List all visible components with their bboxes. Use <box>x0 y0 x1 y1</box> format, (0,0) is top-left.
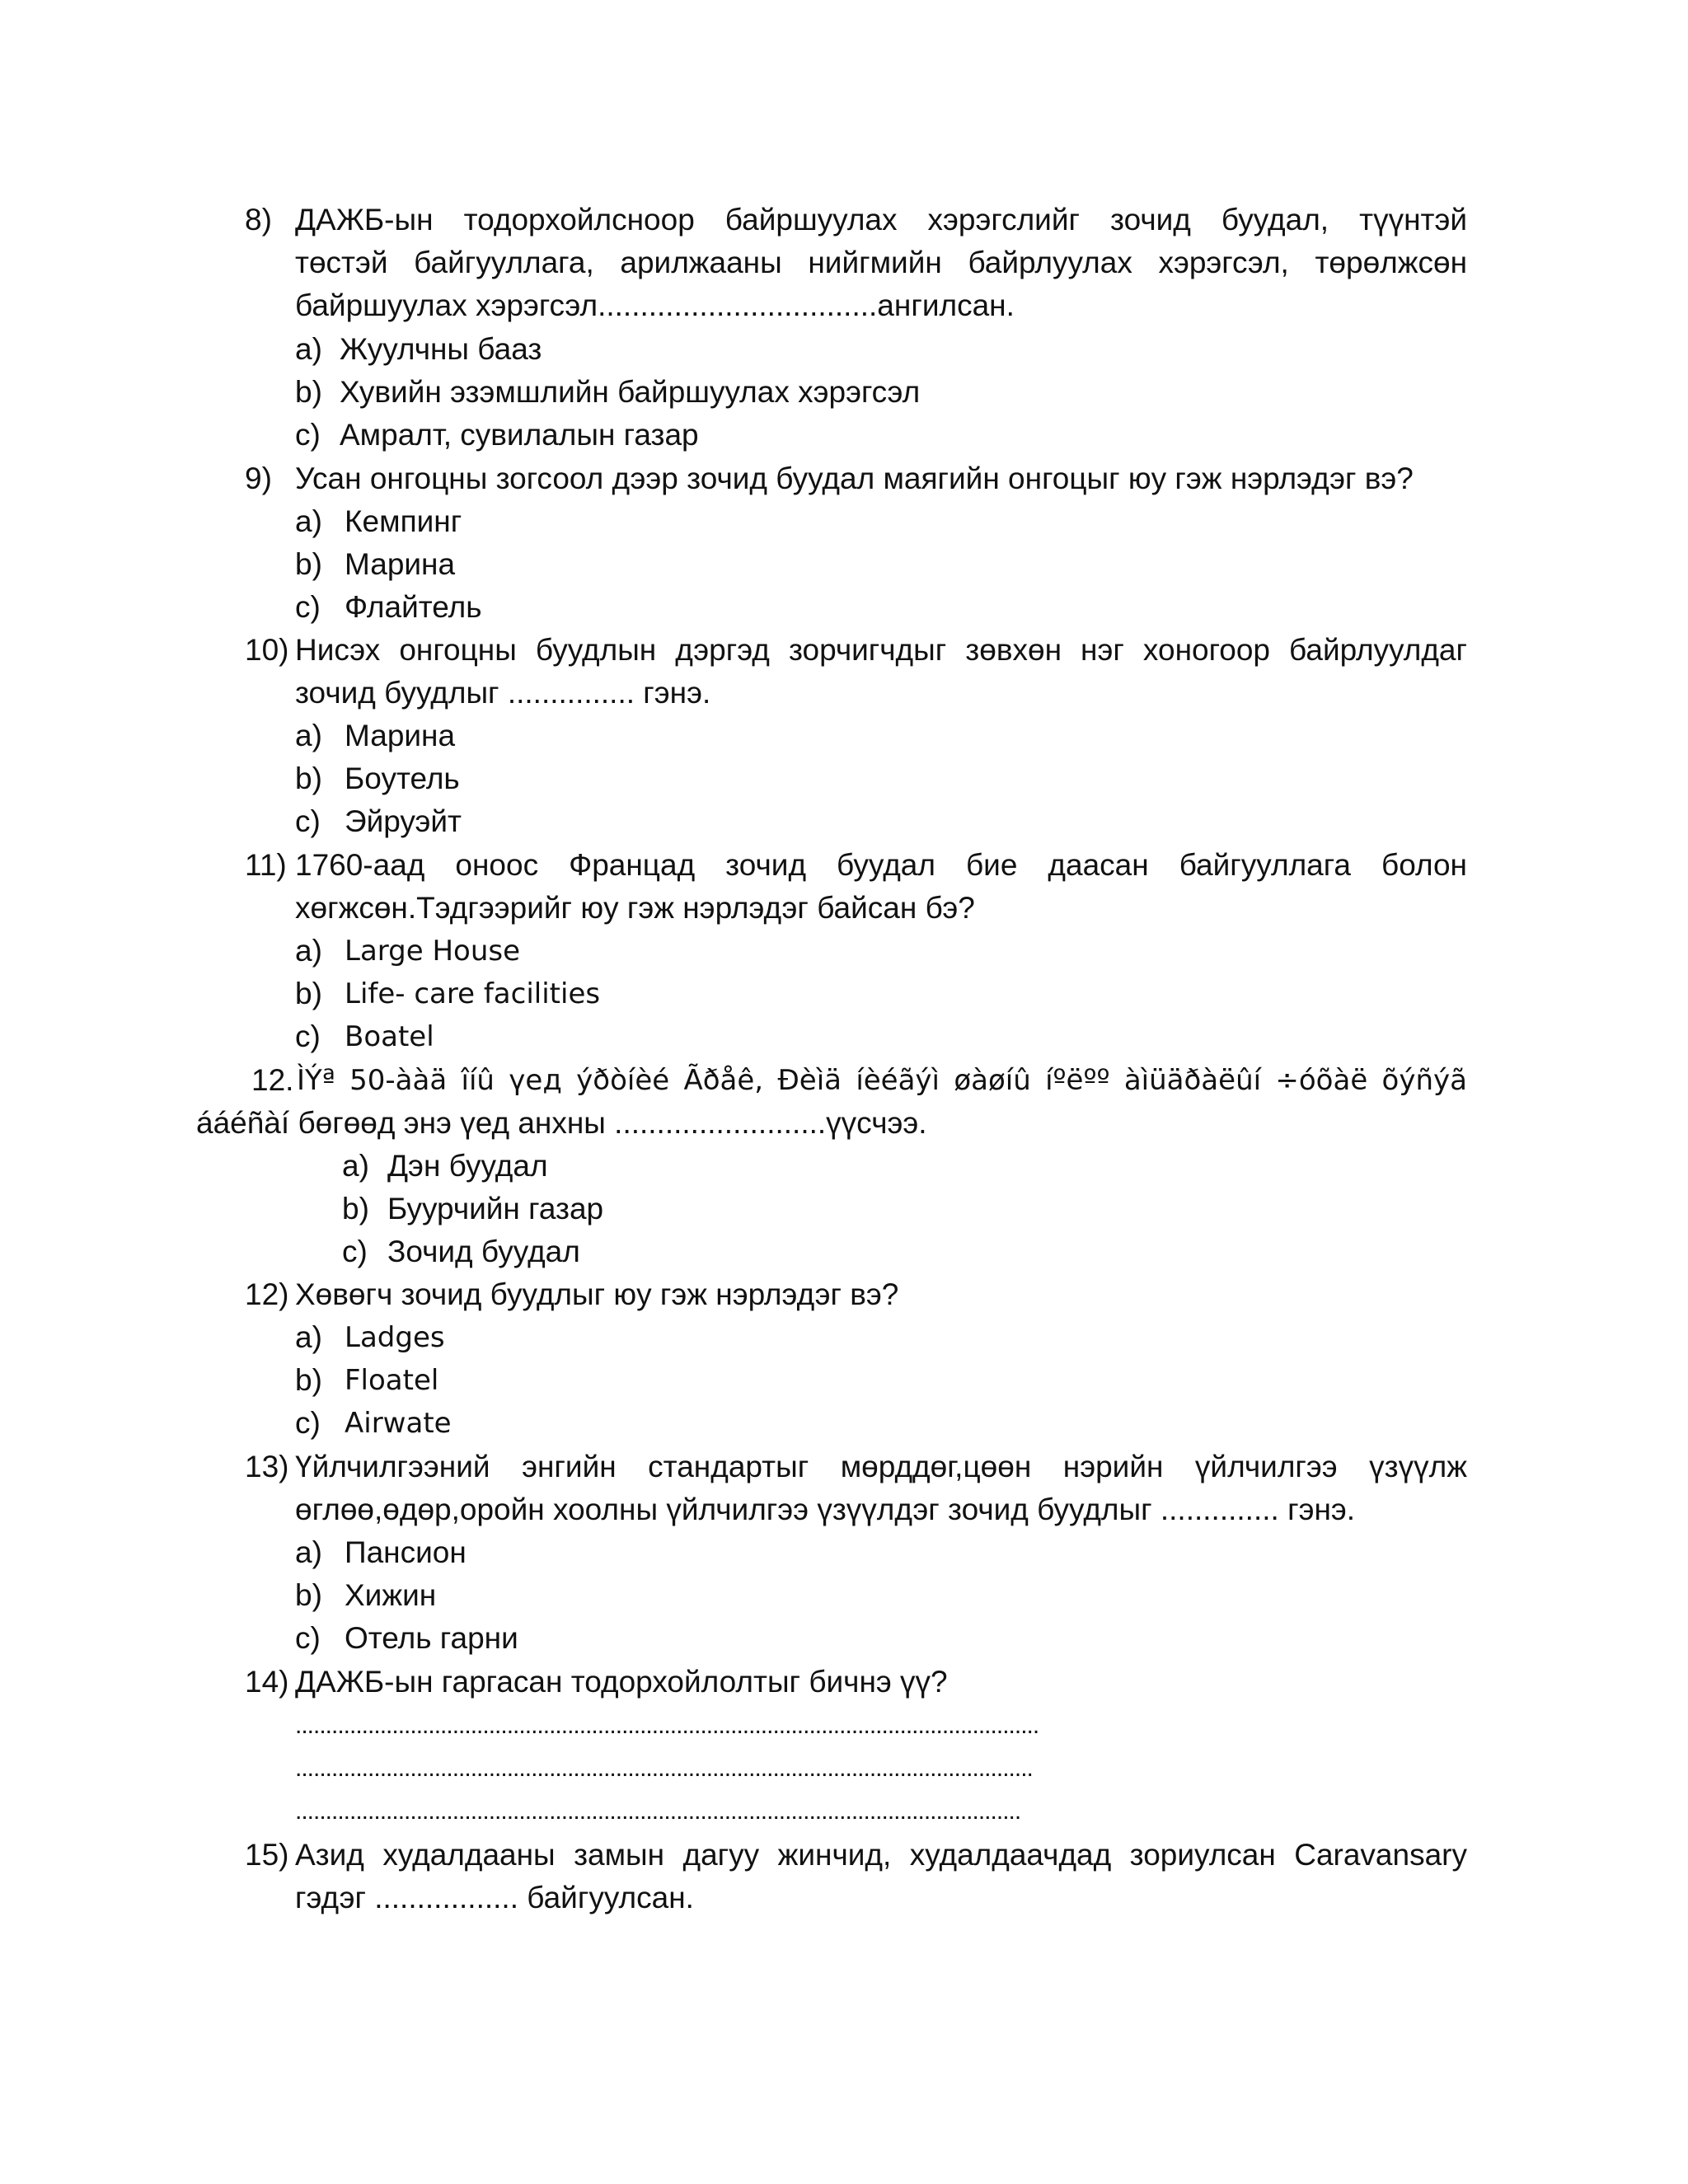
option-label: a) <box>295 332 322 366</box>
option-label: a) <box>342 1149 369 1183</box>
option-label: a) <box>295 1535 322 1569</box>
option-label: a) <box>295 934 322 968</box>
option-text: Марина <box>345 547 456 581</box>
question-number: 15) <box>245 1838 289 1872</box>
question-text-line: ááéñàí бөгөөд энэ үед анхны .........................үүсчээ. <box>196 1106 927 1140</box>
option-text: Жуулчны бааз <box>340 332 542 366</box>
answer-blank-line: .......................................................................................................................... <box>295 1755 1033 1782</box>
option-text: Large House <box>345 935 521 968</box>
question-number: 12) <box>245 1277 289 1311</box>
question-number: 11) <box>245 848 287 882</box>
option-text: Хувийн эзэмшлийн байршуулах хэрэгсэл <box>340 375 921 409</box>
option-text: Хижин <box>345 1578 437 1612</box>
option-label: c) <box>295 1406 321 1440</box>
option-label: b) <box>342 1192 369 1226</box>
option-text: Кемпинг <box>345 504 462 538</box>
option-label: c) <box>295 804 321 838</box>
question-number: 9) <box>245 462 272 495</box>
option-label: b) <box>295 1363 322 1397</box>
question-text-line: өглөө,өдөр,оройн хоолны үйлчилгээ үзүүлдэг зочид буудлыг .............. гэнэ. <box>295 1493 1356 1526</box>
option-label: b) <box>295 375 322 409</box>
option-text: Ladges <box>345 1321 445 1354</box>
option-text: Дэн буудал <box>387 1149 548 1183</box>
question-number: 10) <box>245 633 289 667</box>
option-text: Зочид буудал <box>387 1235 580 1268</box>
option-text: Airwate <box>345 1407 452 1440</box>
question-text-line: хөгжсөн.Тэдгээрийг юу гэж нэрлэдэг байсан бэ? <box>295 891 975 925</box>
option-text: Боутель <box>345 762 460 795</box>
question-number: 12. <box>251 1063 294 1097</box>
question-text-line: Нисэх онгоцны буудлын дэргэд зорчигчдыг зөвхөн нэг хоногоор байрлуулдаг <box>295 633 1467 667</box>
question-text-line: ДАЖБ-ын гаргасан тодорхойлолтыг бичнэ үү? <box>295 1665 948 1699</box>
option-label: b) <box>295 1578 322 1612</box>
question-text-line: ÌÝª 50-ààä îíû үед ýðòíèé Ãðåê, Ðèìä íèéãýì øàøíû íºëºº àìüäðàëûí ÷óõàë õýñýã <box>297 1064 1467 1097</box>
option-text: Флайтель <box>345 590 482 624</box>
question-number: 14) <box>245 1665 289 1699</box>
question-text-line: гэдэг ................. байгуулсан. <box>295 1881 694 1915</box>
option-label: a) <box>295 719 322 752</box>
option-label: c) <box>295 590 321 624</box>
option-text: Пансион <box>345 1535 467 1569</box>
question-text-line: төстэй байгууллага, арилжааны нийгмийн байрлуулах хэрэгсэл, төрөлжсөн <box>295 246 1467 279</box>
question-text-line: ДАЖБ-ын тодорхойлсноор байршуулах хэрэгслийг зочид буудал, түүнтэй <box>295 203 1467 237</box>
option-text: Марина <box>345 719 456 752</box>
option-text: Эйруэйт <box>345 804 462 838</box>
question-text-line: байршуулах хэрэгсэл.................................ангилсан. <box>295 288 1015 322</box>
question-number: 8) <box>245 203 272 237</box>
question-number: 13) <box>245 1450 289 1483</box>
option-text: Отель гарни <box>345 1621 518 1655</box>
option-text: Boatel <box>345 1020 434 1053</box>
answer-blank-line: ........................................................................................................................ <box>295 1797 1021 1825</box>
option-label: a) <box>295 504 322 538</box>
option-label: a) <box>295 1320 322 1354</box>
question-text-line: 1760-аад оноос Францад зочид буудал бие даасан байгууллага болон <box>295 848 1467 882</box>
option-label: c) <box>295 418 321 452</box>
option-text: Амралт, сувилалын газар <box>340 418 699 452</box>
option-label: b) <box>295 547 322 581</box>
option-label: b) <box>295 762 322 795</box>
question-text-line: Үйлчилгээний энгийн стандартыг мөрддөг,цөөн нэрийн үйлчилгээ үзүүлж <box>295 1450 1467 1483</box>
question-text-line: Усан онгоцны зогсоол дээр зочид буудал маягийн онгоцыг юу гэж нэрлэдэг вэ? <box>295 462 1414 495</box>
question-text-line: Азид худалдааны замын дагуу жинчид, худалдаачдад зориулсан Caravansary <box>295 1838 1467 1872</box>
option-text: Буурчийн газар <box>387 1192 604 1226</box>
answer-blank-line: ........................................................................................................................... <box>295 1712 1039 1739</box>
option-label: c) <box>295 1621 321 1655</box>
option-label: c) <box>342 1235 368 1268</box>
option-label: b) <box>295 977 322 1010</box>
question-text-line: зочид буудлыг ............... гэнэ. <box>295 676 711 710</box>
question-text-line: Хөвөгч зочид буудлыг юу гэж нэрлэдэг вэ? <box>295 1277 899 1311</box>
option-text: Life- care facilities <box>345 977 601 1010</box>
option-label: c) <box>295 1019 321 1053</box>
option-text: Floatel <box>345 1364 439 1397</box>
